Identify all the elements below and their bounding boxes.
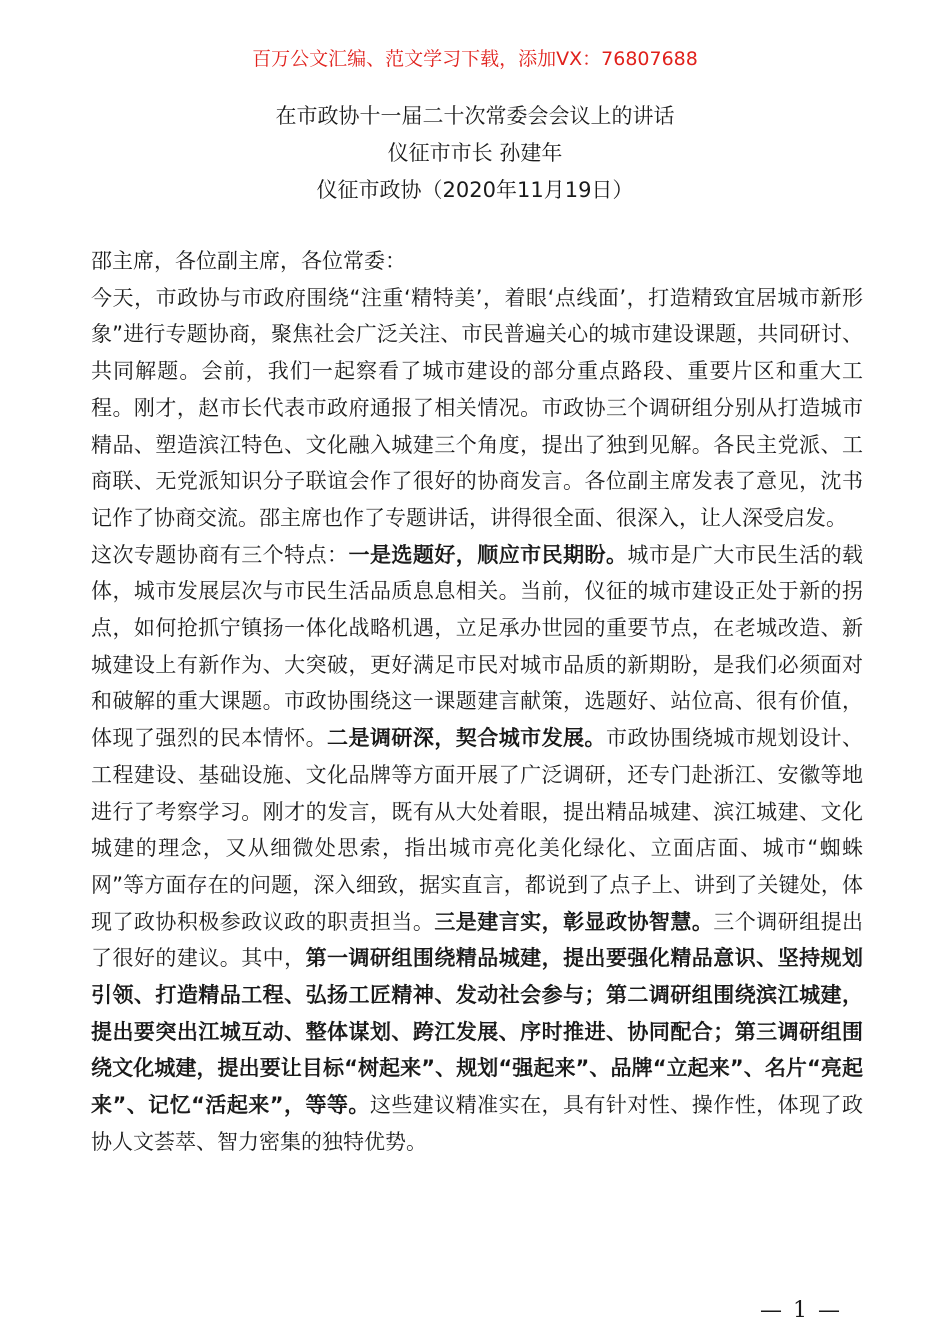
venue-date-line: 仪征市政协（2020年11月19日） [316, 178, 634, 202]
group-suggestions: 第一调研组围绕精品城建，提出要强化精品意识、坚持规划引领、打造精品工程、弘扬工匠精神、发动社会参与；第二调研组围绕滨江城建，提出要突出江城互动、整体谋划、跨江发展、序时推进、协同配合；第三调研组围绕文化城建，提出要让目标“树起来”、规划“强起来”、品牌“立起来”、名片“亮起来”、记忆“活起来”，等等。 [91, 946, 864, 1118]
paragraph-1: 今天，市政协与市政府围绕“注重‘精特美’，着眼‘点线面’，打造精致宜居城市新形象”进行专题协商，聚焦社会广泛关注、市民普遍关心的城市建设课题，共同研讨、共同解题。会前，我们一起察看了城市建设的部分重点路段、重要片区和重大工程。刚才，赵市长代表市政府通报了相关情况。市政协三个调研组分别从打造城市精品、塑造滨江特色、文化融入城建三个角度，提出了独到见解。各民主党派、工商联、无党派知识分子联谊会作了很好的协商发言。各位副主席发表了意见，沈书记作了协商交流。邵主席也作了专题讲话，讲得很全面、很深入，让人深受启发。 [91, 285, 863, 530]
para2-text-4: 三个调研组提出了很好的建议。其中， [91, 909, 864, 971]
speaker-line: 仪征市市长 孙建年 [387, 141, 563, 165]
salutation: 邵主席，各位副主席，各位常委： [91, 249, 406, 273]
page-number: — 1 — [760, 1298, 842, 1323]
paragraph-2 [91, 537, 863, 1161]
para2-text-3: 市政协围绕城市规划设计、工程建设、基础设施、文化品牌等方面开展了广泛调研，还专门赴浙江、安徽等地进行了考察学习。刚才的发言，既有从大处着眼，提出精品城建、滨江城建、文化城建的理念，又从细微处思索，指出城市亮化美化绿化、立面店面、城市“蜘蛛网”等方面存在的问题，深入细致，据实直言，都说到了点子上、讲到了关键处，体现了政协积极参政议政的职责担当。 [91, 726, 864, 934]
body-text [91, 243, 863, 1161]
para2-text-1: 这次专题协商有三个特点： [91, 542, 349, 567]
title-block [0, 98, 950, 209]
para2-text-5: 这些建议精准实在，具有针对性、操作性，体现了政协人文荟萃、智力密集的独特优势。 [91, 1093, 863, 1154]
point-three-heading: 三是建言实，彰显政协智慧。 [434, 909, 714, 934]
point-two-heading: 二是调研深，契合城市发展。 [327, 726, 606, 751]
document-title: 在市政协十一届二十次常委会会议上的讲话 [275, 104, 675, 128]
para2-text-2: 城市是广大市民生活的载体，城市发展层次与市民生活品质息息相关。当前，仪征的城市建设正处于新的拐点，如何抢抓宁镇扬一体化战略机遇，立足承办世园的重要节点，在老城改造、新城建设上有新作为、大突破，更好满足市民对城市品质的新期盼，是我们必须面对和破解的重大课题。市政协围绕这一课题建言献策，选题好、站位高、很有价值，体现了强烈的民本情怀。 [91, 542, 864, 751]
header-note: 百万公文汇编、范文学习下载，添加VX：76807688 [252, 48, 698, 70]
point-one-heading: 一是选题好，顺应市民期盼。 [348, 542, 628, 567]
